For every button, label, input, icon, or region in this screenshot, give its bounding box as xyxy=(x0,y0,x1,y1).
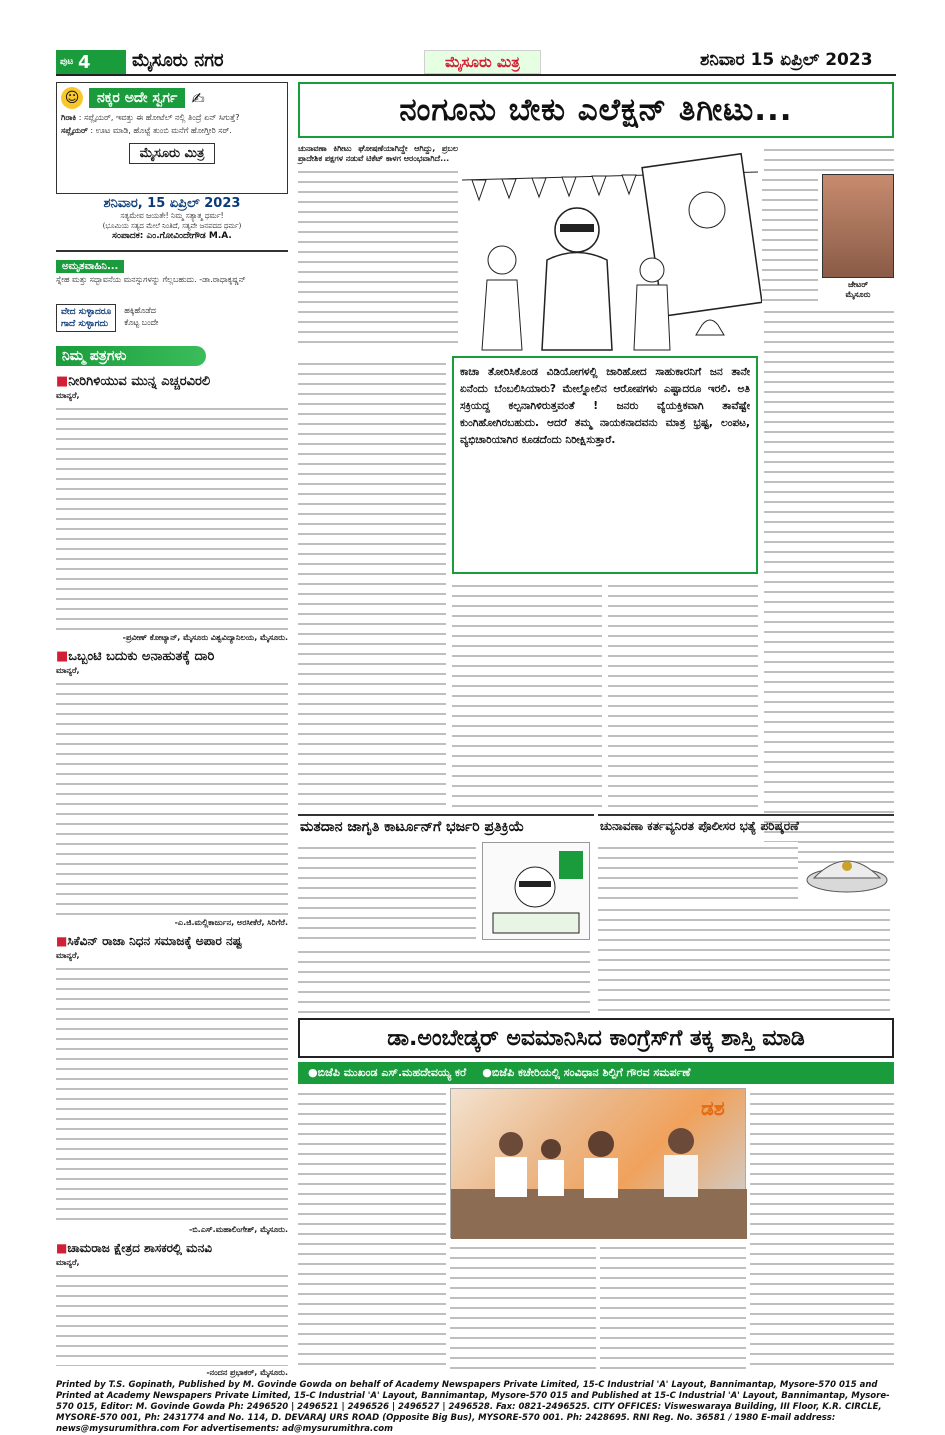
author-name: ಜೇಟರ್ xyxy=(847,280,869,289)
letter-body xyxy=(56,678,288,916)
subheadline-bar: ●ಬಿಜೆಪಿ ಮುಖಂಡ ಎಸ್.ಮಹದೇವಯ್ಯ ಕರೆ ●ಬಿಜೆಪಿ ಕಚೇರಿಯಲ್ಲಿ ಸಂವಿಧಾನ ಶಿಲ್ಪಿಗೆ ಗೌರವ ಸಮರ್ಪಣೆ xyxy=(298,1062,894,1084)
ambedkar-banner xyxy=(298,1018,894,1058)
story-column-mid xyxy=(452,580,602,810)
letter-signature: -ಎ.ಜಿ.ಮಲ್ಲಿಕಾರ್ಜುನ, ಅರಸೀಕೆರೆ, ಸಿರಿಗೆರೆ. xyxy=(174,918,288,927)
humor-a-label: ಸಪ್ಲೈಯರ್ xyxy=(61,126,88,135)
proverb-value-1: ಹಕ್ಕಿಹೊಡೆದ xyxy=(124,306,156,315)
proverb-label-2: ಗಾದೆ ಸುಳ್ಳಾಗದು xyxy=(61,319,109,329)
headline-box xyxy=(298,82,894,138)
amrita-box xyxy=(56,250,288,298)
svg-text:ಡಶ: ಡಶ xyxy=(701,1096,725,1120)
story-column-mid-2 xyxy=(608,580,758,810)
subheadline-2: ಬಿಜೆಪಿ ಕಚೇರಿಯಲ್ಲಿ ಸಂವಿಧಾನ ಶಿಲ್ಪಿಗೆ ಗೌರವ ಸಮರ್ಪಣೆ xyxy=(491,1066,691,1079)
letter-body xyxy=(56,1270,288,1366)
amrita-quote: ಸ್ನೇಹ ಮತ್ತು ಸದ್ಭಾವನೆಯ ಮನಸ್ಸುಗಳನ್ನು ಗೆಲ್ಲಬಹುದು. -ಡಾ.ರಾಧಾಕೃಷ್ಣನ್ xyxy=(56,275,246,284)
page-number-badge xyxy=(56,50,126,74)
police-cap-image xyxy=(804,844,890,900)
motto-line: ಸತ್ಯಮೇವ ಜಯತೇ! ನಿಮ್ಮ ಸತ್ಯಾತ್ಮ ಧರ್ಮ! xyxy=(120,211,224,220)
letter-title: ಚಾಮರಾಜ ಕ್ಷೇತ್ರದ ಶಾಸಕರಲ್ಲಿ ಮನವಿ xyxy=(67,1241,213,1255)
letter-salutation: ಮಾನ್ಯರೆ, xyxy=(56,1258,80,1267)
letter-2: ■ಒಬ್ಬಂಟಿ ಬದುಕು ಅನಾಹುತಕ್ಕೆ ದಾರಿ ಮಾನ್ಯರೆ, -ಎ.ಜಿ.ಮಲ್ಲಿಕಾರ್ಜುನ, ಅರಸೀಕೆರೆ, ಸಿರಿಗೆರೆ. xyxy=(56,649,288,927)
lead-column-2 xyxy=(298,358,446,810)
letter-4: ■ಚಾಮರಾಜ ಕ್ಷೇತ್ರದ ಶಾಸಕರಲ್ಲಿ ಮನವಿ ಮಾನ್ಯರೆ, -ನಂದನ ಪ್ರಭಾಕರ್, ಮೈಸೂರು. xyxy=(56,1241,288,1377)
section-title: ಮೈಸೂರು ನಗರ xyxy=(132,50,224,71)
humor-q-label: ಗಿರಾಕಿ xyxy=(61,113,77,122)
editor-name: ಎಂ.ಗೋವಿಂದೇಗೌಡ M.A. xyxy=(146,231,232,241)
subheadline-1: ಬಿಜೆಪಿ ಮುಖಂಡ ಎಸ್.ಮಹದೇವಯ್ಯ ಕರೆ xyxy=(317,1066,467,1079)
sidebar-masthead: ಮೈಸೂರು ಮಿತ್ರ xyxy=(129,143,216,164)
letter-1: ■ನೀರಿಗಿಳಿಯುವ ಮುನ್ನ ಎಚ್ಚರವಿರಲಿ ಮಾನ್ಯರೆ, -ಪ್ರವೀಣ್ ಕೋಟ್ಯಾನ್, ಮೈಸೂರು ವಿಶ್ವವಿದ್ಯಾನಿಲಯ, ಮೈಸೂರು. xyxy=(56,374,288,642)
ambedkar-headline: ಡಾ.ಅಂಬೇಡ್ಕರ್ ಅವಮಾನಿಸಿದ ಕಾಂಗ್ರೆಸ್‌ಗೆ ತಕ್ಕ ಶಾಸ್ತಿ ಮಾಡಿ xyxy=(387,1025,805,1051)
ambedkar-column-2 xyxy=(450,1242,596,1372)
author-photo-box xyxy=(762,174,894,304)
cartoon-thumbnail xyxy=(483,843,591,941)
letter-title: ಸಿಕೆವಿನ್ ರಾಜಾ ನಿಧನ ಸಮಾಜಕ್ಕೆ ಅಪಾರ ನಷ್ಟ xyxy=(67,934,242,948)
imprint-footer: Printed by T.S. Gopinath, Published by M. Govinde Gowda on behalf of Academy Newspapers Private Limited, 15-C Industrial 'A' Layout, Bannimantap, Mysore-570 015 and Printed at Academy Newspapers Private Limited, 15-C Industrial 'A' Layout, Bannimantap, Mysore-570 015 and Published at 15-C Industrial 'A' Layout, Bannimantap, Mysore-570 015, Editor: M. Govinde Gowda Ph: 2496520 | 2496521 | 2496526 | 2496527 | 2496528. Fax: 0821-2496525. CITY OFFICES: Visweswaraya Building, III Floor, K.R. CIRCLE, MYSORE-570 001, Ph: 2431774 and No. 114, D. DEVARAJ URS ROAD (Opposite Big Bus), MYSORE-570 001. Ph: 2428695. RNI Reg. No. 36581 / 1980 E-mail address: news@mysurumithra.com For advertisements: ad@mysurumithra.com xyxy=(56,1380,890,1434)
letter-body xyxy=(56,403,288,631)
page-number: 4 xyxy=(78,51,91,73)
lead-text: ಚುನಾವಣಾ ಕಿಗೀಟು ಘೋಷಣೆಯಾಗಿದ್ದೇ ಆಗಿದ್ದು, ಪ್ರಬಲ ಪ್ರಾದೇಶಿಕ ಪಕ್ಷಗಳ ನಡುವೆ ಟಿಕೆಟ್ ಕಾಳಗ ಆರಂಭವಾಗಿದೆ... xyxy=(298,144,458,163)
page-word: ಪುಟ xyxy=(60,56,74,67)
proverb-label-1: ವೇದ ಸುಳ್ಳಾದರೂ xyxy=(61,307,112,317)
sidebar-date: ಶನಿವಾರ, 15 ಏಪ್ರಿಲ್ 2023 xyxy=(103,196,241,211)
masthead-info xyxy=(56,196,288,246)
callout-text: ಕಾಚಾ ತೋರಿಸಿಕೊಂಡ ವಿಡಿಯೋಗಳಲ್ಲಿ ಜಾರಿಹೋದ ಸಾಹುಕಾರನಿಗೆ ಜನ ತಾನೇ ಏನೆಂದು ಬೆಂಬಲಿಸಿಯಾರು? ಮೇಲ್ನೋಲಿನ ಆರೋಪಗಳು ಎಷ್ಟಾದರೂ ಇರಲಿ. ಅತಿ ಸಕ್ರಿಯದ್ದ ಕಲ್ಪನಾಗಿಳಿರುತ್ತವಂತೆ ! ಜನರು ವ್ಯೆಯಕ್ತಿಕವಾಗಿ ತಾವೆಷ್ಟೇ ಕುಂಗಿಹೋಗಿರಬಹುದು. ಆದರೆ ತಮ್ಮ ನಾಯಕನಾದವನು ಮಾತ್ರ ಭ್ರಷ್ಟ, ಲಂಪಟ, ವ್ಯಭಿಚಾರಿಯಾಗಿರ ಕೂಡದೆಂದು ನಿರೀಕ್ಷಿಸುತ್ತಾರೆ. xyxy=(460,366,750,446)
laughing-face-icon: ☺ xyxy=(61,87,83,109)
letter-3: ■ಸಿಕೆವಿನ್ ರಾಜಾ ನಿಧನ ಸಮಾಜಕ್ಕೆ ಅಪಾರ ನಷ್ಟ ಮಾನ್ಯರೆ, -ಬಿ.ಎಸ್.ಮಹಾಲಿಂಗೇಶ್, ಮೈಸೂರು. xyxy=(56,934,288,1234)
election-cartoon xyxy=(462,150,758,350)
callout-box xyxy=(452,356,758,574)
letter-signature: -ಬಿ.ಎಸ್.ಮಹಾಲಿಂಗೇಶ್, ಮೈಸೂರು. xyxy=(188,1225,288,1234)
letter-salutation: ಮಾನ್ಯರೆ, xyxy=(56,391,80,400)
proverb-box xyxy=(56,304,288,332)
cartoon-story-title: ಮತದಾನ ಜಾಗೃತಿ ಕಾರ್ಟೂನ್‌ಗೆ ಭರ್ಜರಿ ಪ್ರತಿಕ್ರಿಯೆ xyxy=(300,819,525,835)
awareness-cartoon-image xyxy=(482,842,590,940)
amrita-title: ಅಮೃತವಾಹಿನಿ... xyxy=(56,260,124,273)
humor-box xyxy=(56,82,288,194)
ambedkar-column-3 xyxy=(600,1242,746,1372)
author-place: ಮೈಸೂರು xyxy=(845,290,871,299)
letter-signature: -ಪ್ರವೀಣ್ ಕೋಟ್ಯಾನ್, ಮೈಸೂರು ವಿಶ್ವವಿದ್ಯಾನಿಲಯ, ಮೈಸೂರು. xyxy=(122,633,288,642)
letter-title: ಒಬ್ಬಂಟಿ ಬದುಕು ಅನಾಹುತಕ್ಕೆ ದಾರಿ xyxy=(68,649,215,664)
police-story xyxy=(598,814,894,1014)
letters-title: ನಿಮ್ಮ ಪತ್ರಗಳು xyxy=(56,346,206,366)
proverb-value-2: ಕೊಟ್ಟ ಬಂದೇ xyxy=(124,318,159,327)
author-photo xyxy=(822,174,894,278)
letter-signature: -ನಂದನ ಪ್ರಭಾಕರ್, ಮೈಸೂರು. xyxy=(206,1368,288,1377)
editor-label: ಸಂಪಾದಕ: xyxy=(112,231,144,241)
police-cap-icon xyxy=(804,844,890,900)
press-conference-photo xyxy=(450,1088,746,1238)
motto-line-2: (ಭೂಮಿಯ ಸತ್ಯದ ಮೇಲೆ ನಿಂತಿದೆ, ಸತ್ಯವೇ ಜನಪದದ ಧರ್ಮ) xyxy=(102,222,242,230)
letter-salutation: ಮಾನ್ಯರೆ, xyxy=(56,666,80,675)
masthead: ಮೈಸೂರು ಮಿತ್ರ xyxy=(424,50,541,74)
cartoon-illustration xyxy=(462,150,758,350)
lead-column xyxy=(298,144,458,354)
letters-section xyxy=(56,346,288,1376)
headline: ನಂಗೂನು ಬೇಕು ಎಲೆಕ್ಷನ್ ತಿಗೀಟು... xyxy=(399,91,793,128)
right-column-body xyxy=(764,306,894,866)
press-meet-illustration xyxy=(451,1089,747,1239)
humor-question: : ಸಪ್ಲೈಯರ್, ಇವತ್ತು ಈ ಹೋಟೆಲ್ ನಲ್ಲಿ ತಿಂದ್ರೆ ಏನ್ ಸಿಗುತ್ತೆ? xyxy=(78,113,240,122)
police-story-title: ಚುನಾವಣಾ ಕರ್ತವ್ಯನಿರತ ಪೊಲೀಸರ ಭತ್ಯೆ ಪರಿಷ್ಕರಣೆ xyxy=(600,819,799,833)
ambedkar-column-1 xyxy=(298,1088,446,1372)
humor-answer: : ಊಟ ಮಾಡಿ, ಹೊಟ್ಟೆ ತುಂಬಿ ಮನೆಗೆ ಹೋಗ್ತೀರಿ ಸರ್. xyxy=(90,126,232,135)
ambedkar-column-4 xyxy=(750,1088,894,1372)
header-date: ಶನಿವಾರ 15 ಏಪ್ರಿಲ್ 2023 xyxy=(700,50,873,70)
letter-body xyxy=(56,963,288,1223)
cartoon-figure-icon: ✍ xyxy=(191,88,205,108)
letter-salutation: ಮಾನ್ಯರೆ, xyxy=(56,951,80,960)
cartoon-story xyxy=(298,814,594,1014)
right-column-top xyxy=(764,144,894,174)
humor-title: ನಕ್ಕರ ಅದೇ ಸ್ವರ್ಗ xyxy=(89,88,185,108)
letter-title: ನೀರಿಗಿಳಿಯುವ ಮುನ್ನ ಎಚ್ಚರವಿರಲಿ xyxy=(68,374,211,389)
